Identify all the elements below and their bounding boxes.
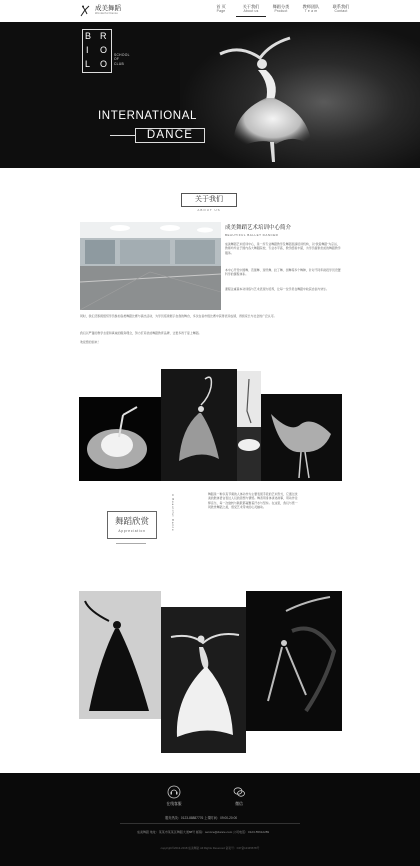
vertical-label: A Beautiful Dance (171, 494, 175, 532)
main-nav (206, 4, 356, 17)
appreciation-heading: 舞蹈欣赏 (114, 516, 149, 526)
customer-service-label: 在线客服 (166, 802, 182, 806)
company-info: 成美舞蹈 地址：某某市某某区舞蹈大道88号 邮箱：service@dance.com 公司电话：0123-55612289 (137, 830, 270, 834)
about-paragraph: 本中心开设中国舞、芭蕾舞、现代舞、拉丁舞、街舞等多个舞种，针对不同年龄段学员设置科学的课程体系。 (225, 268, 341, 277)
site-header (0, 0, 420, 22)
about-subtitle: 成美舞蹈艺术培训中心简介 (225, 225, 292, 231)
gallery-photo[interactable] (161, 369, 237, 481)
copyright: copyright©2013-2018 成美舞蹈 All Rights Reserved 备案号：ICP备12345678号 (160, 846, 260, 850)
nav-products[interactable]: 舞蹈分类 Product (272, 4, 290, 13)
headline-rule (110, 135, 135, 136)
brand-name: 成美舞蹈 Wonderful Dance (95, 4, 121, 16)
about-paragraph: 课程注重基本功训练与艺术表现力培养，让每一位学员在舞蹈中收获自信与快乐。 (225, 287, 330, 291)
logo-letter: O (100, 45, 108, 55)
nav-home[interactable]: 首 页 Page (216, 4, 226, 13)
about-paragraph: 同时，我们还积极组织学员参加各类舞蹈比赛与演出活动，为学员搭建展示自我的舞台，多次在省市级比赛中获得优异成绩，得到家长与社会的广泛认可。 (80, 314, 277, 318)
dancer-logo-icon (78, 4, 92, 18)
footer-divider (120, 823, 300, 824)
contact-line: 服务热线：0123-88887776 上课时间：09:00-20:00 (165, 816, 238, 820)
about-intro-heading (225, 223, 341, 237)
about-heading-en: ABOUT US (197, 208, 221, 212)
about-subtitle-en: BEAUTIFUL BALLET DANCER (225, 233, 279, 237)
about-paragraph: 我们以严谨的教学态度和真诚的服务理念，努力打造优质舞蹈教育品牌，让更多孩子爱上舞蹈。 (80, 331, 202, 335)
site-footer (0, 773, 420, 866)
studio-illustration (80, 222, 221, 310)
logo-letter: O (100, 59, 108, 69)
about-paragraph: 欢迎您的到来！ (80, 340, 101, 344)
wechat-icon[interactable] (232, 785, 246, 799)
nav-about[interactable]: 关于我们 About us (236, 4, 266, 17)
nav-contact[interactable]: 联系我们 Contact (332, 4, 350, 13)
customer-service-icon[interactable] (167, 785, 181, 799)
logo-subtitle: SCHOOL OF CLUB (114, 53, 130, 66)
gallery-photo[interactable] (237, 427, 261, 481)
brio-logo (82, 29, 112, 73)
logo-letter: R (100, 31, 107, 41)
about-paragraph: 成美舞蹈艺术培训中心，是一所专业舞蹈教学及舞蹈表演培训机构，以"我爱舞蹈"为宗旨，教师均毕业于国内各大舞蹈院校，专业水平高，教学经验丰富，为学员提供优质的舞蹈教学服务。 (225, 242, 341, 255)
dancer-silhouette (200, 24, 330, 166)
hero-banner (0, 22, 420, 168)
gallery-photo[interactable] (237, 371, 261, 427)
brand-logo[interactable] (78, 3, 121, 19)
wechat-label: 微信 (235, 802, 243, 806)
appreciation-text: 舞蹈是一种以有节奏的人体动作为主要表现手段的艺术形式，它通过优美的肢体语言表达人们的思想与情感。舞者用身体讲述故事，用动作诠释音乐，每一次旋转与跳跃都凝聚着汗水与坚持。在这里，我们与您一同欣赏舞蹈之美，感受艺术带来的心灵触动。 (208, 492, 298, 509)
headline-dance: DANCE (135, 128, 205, 143)
gallery-photo[interactable] (261, 394, 342, 481)
brand-sub: Wonderful Dance (95, 12, 118, 16)
logo-letter: B (85, 31, 92, 41)
about-heading: 关于我们 (181, 193, 237, 207)
gallery-photo[interactable] (246, 591, 342, 731)
gallery-photo[interactable] (79, 591, 161, 719)
gallery-photo[interactable] (79, 397, 162, 481)
appreciation-heading-en: Appreciation (118, 529, 146, 533)
nav-team[interactable]: 教师团队 T e a m (302, 4, 320, 13)
gallery-photo[interactable] (161, 607, 246, 753)
studio-photo (80, 222, 221, 310)
logo-letter: L (85, 59, 91, 69)
headline-international: INTERNATIONAL (98, 110, 197, 122)
appreciation-rule (116, 543, 146, 544)
logo-letter: I (86, 45, 89, 55)
